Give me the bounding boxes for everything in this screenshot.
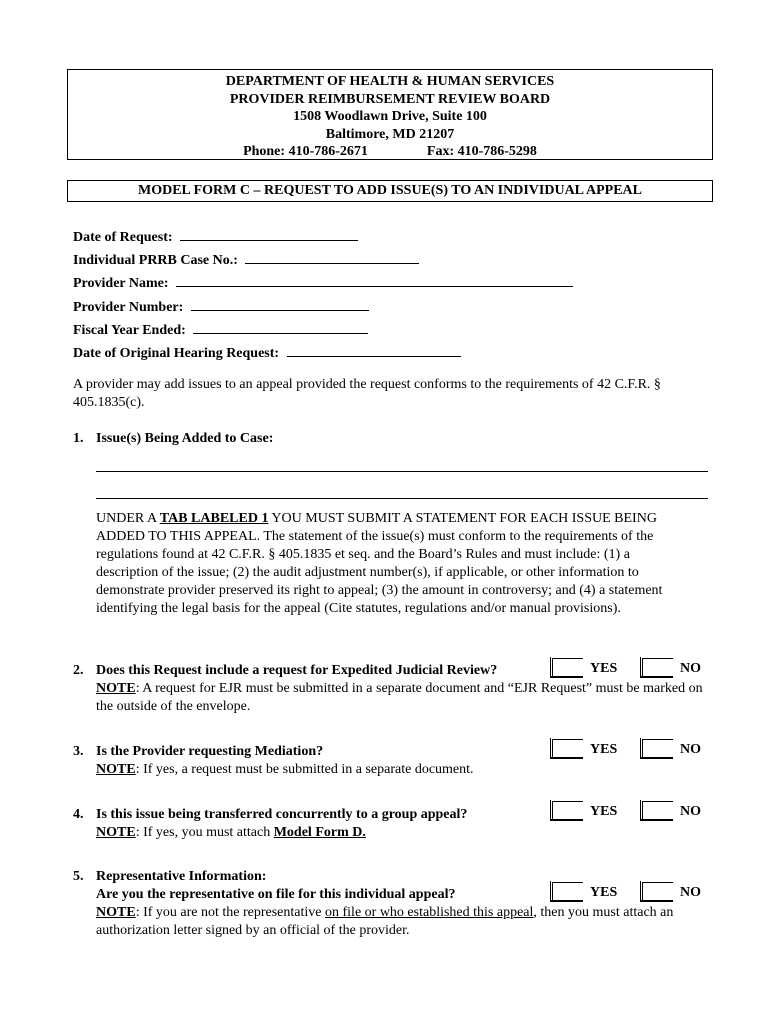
q4-no-checkbox[interactable] (640, 800, 673, 821)
field-provider-name (73, 272, 573, 295)
q2-no-checkbox[interactable] (640, 657, 673, 678)
q5-yes-checkbox[interactable] (550, 881, 583, 902)
question-2-note (96, 680, 711, 716)
q2-yes-no (550, 657, 710, 677)
question-number: 3. (73, 744, 84, 759)
field-provider-number (73, 296, 573, 319)
field-case-no (73, 249, 573, 272)
note-label: NOTE (96, 762, 136, 777)
note-label: NOTE (96, 825, 136, 840)
question-number: 2. (73, 663, 84, 678)
tab-text: YOU MUST SUBMIT A STATEMENT FOR EACH ISSUE BEING ADDED TO THIS APPEAL. The statement of the issue(s) must conform to the requirements of the regulations found at 42 C.F.R. § 405.1835 et seq. and the Board’s Rules and must include: (1) a description of the issue; (2) the audit adjustment number(s), if applicable, or other information to demonstrate provider preserved its right to appeal; (3) the amount in controversy; and (4) a statement identifying the legal basis for the appeal (Cite statutes, regulations and/or manual provisions). (96, 511, 663, 616)
yes-label: YES (590, 885, 618, 900)
question-number: 5. (73, 869, 84, 884)
q3-yes-checkbox[interactable] (550, 738, 583, 759)
field-date-of-request (73, 226, 573, 249)
agency-header (67, 69, 713, 160)
field-original-hearing (73, 342, 573, 365)
field-label: Date of Original Hearing Request: (73, 346, 280, 362)
on-file-link: on file or who established this appeal (325, 905, 534, 920)
yes-label: YES (590, 742, 618, 757)
q4-yes-no (550, 800, 710, 820)
no-label: NO (680, 804, 701, 819)
question-number: 1. (73, 431, 84, 446)
q5-no-checkbox[interactable] (640, 881, 673, 902)
note-text: : A request for EJR must be submitted in a separate document and “EJR Request” must be marked on the outside of the envelope. (96, 681, 703, 714)
tab-instructions (96, 510, 686, 618)
note-label: NOTE (96, 681, 136, 696)
yes-label: YES (590, 661, 618, 676)
question-1-label: Issue(s) Being Added to Case: (96, 431, 274, 446)
note-label: NOTE (96, 905, 136, 920)
board-name: PROVIDER REIMBURSEMENT REVIEW BOARD (229, 91, 551, 107)
q3-yes-no (550, 738, 710, 758)
q2-yes-checkbox[interactable] (550, 657, 583, 678)
question-3-note (96, 761, 711, 779)
address-city: Baltimore, MD 21207 (325, 126, 455, 142)
provider-name-input[interactable] (176, 272, 573, 287)
fax-number: Fax: 410-786-5298 (426, 144, 537, 159)
field-fiscal-year (73, 319, 573, 342)
field-label: Individual PRRB Case No.: (73, 253, 238, 269)
q5-yes-no (550, 881, 710, 901)
question-4-text: Is this issue being transferred concurrently to a group appeal? (96, 807, 468, 822)
question-4-note (96, 824, 711, 842)
field-label: Provider Name: (73, 276, 169, 292)
case-no-input[interactable] (245, 249, 419, 264)
date-of-request-input[interactable] (180, 226, 358, 241)
agency-name: DEPARTMENT OF HEALTH & HUMAN SERVICES (225, 74, 555, 89)
yes-label: YES (590, 804, 618, 819)
note-text: : If yes, you must attach (135, 825, 274, 840)
question-5-heading: Representative Information: (96, 869, 267, 884)
question-3-text: Is the Provider requesting Mediation? (96, 744, 324, 759)
question-2-text: Does this Request include a request for Expedited Judicial Review? (96, 663, 498, 678)
issue-line-1[interactable] (96, 471, 708, 472)
question-5-body (96, 868, 711, 940)
q4-yes-checkbox[interactable] (550, 800, 583, 821)
phone-number: Phone: 410-786-2671 (243, 144, 368, 159)
q3-no-checkbox[interactable] (640, 738, 673, 759)
note-text: : If yes, a request must be submitted in a separate document. (135, 762, 474, 777)
note-text: : If you are not the representative (135, 905, 325, 920)
no-label: NO (680, 885, 701, 900)
no-label: NO (680, 742, 701, 757)
field-label: Fiscal Year Ended: (73, 322, 186, 338)
note-text-end: , then you must attach an authorization letter signed by an official of the provider. (96, 905, 674, 938)
address-street: 1508 Woodlawn Drive, Suite 100 (293, 109, 487, 124)
question-5-text: Are you the representative on file for this individual appeal? (96, 887, 456, 902)
question-5-note (96, 904, 711, 940)
form-title: MODEL FORM C – REQUEST TO ADD ISSUE(S) TO AN INDIVIDUAL APPEAL (67, 180, 713, 202)
no-label: NO (680, 661, 701, 676)
fiscal-year-input[interactable] (193, 319, 368, 334)
field-label: Date of Request: (73, 230, 173, 245)
intro-paragraph: A provider may add issues to an appeal provided the request conforms to the requirements of 42 C.F.R. § 405.1835(c). (73, 377, 661, 410)
provider-number-input[interactable] (191, 296, 369, 311)
field-label: Provider Number: (73, 299, 184, 315)
tab-prefix: UNDER A (96, 511, 160, 526)
tab-labeled-1: TAB LABELED 1 (159, 511, 269, 526)
model-form-d-link: Model Form D. (273, 825, 366, 840)
question-number: 4. (73, 807, 84, 822)
issue-line-2[interactable] (96, 498, 708, 499)
original-hearing-input[interactable] (287, 342, 461, 357)
contact-row (68, 143, 712, 161)
request-fields (73, 226, 573, 365)
